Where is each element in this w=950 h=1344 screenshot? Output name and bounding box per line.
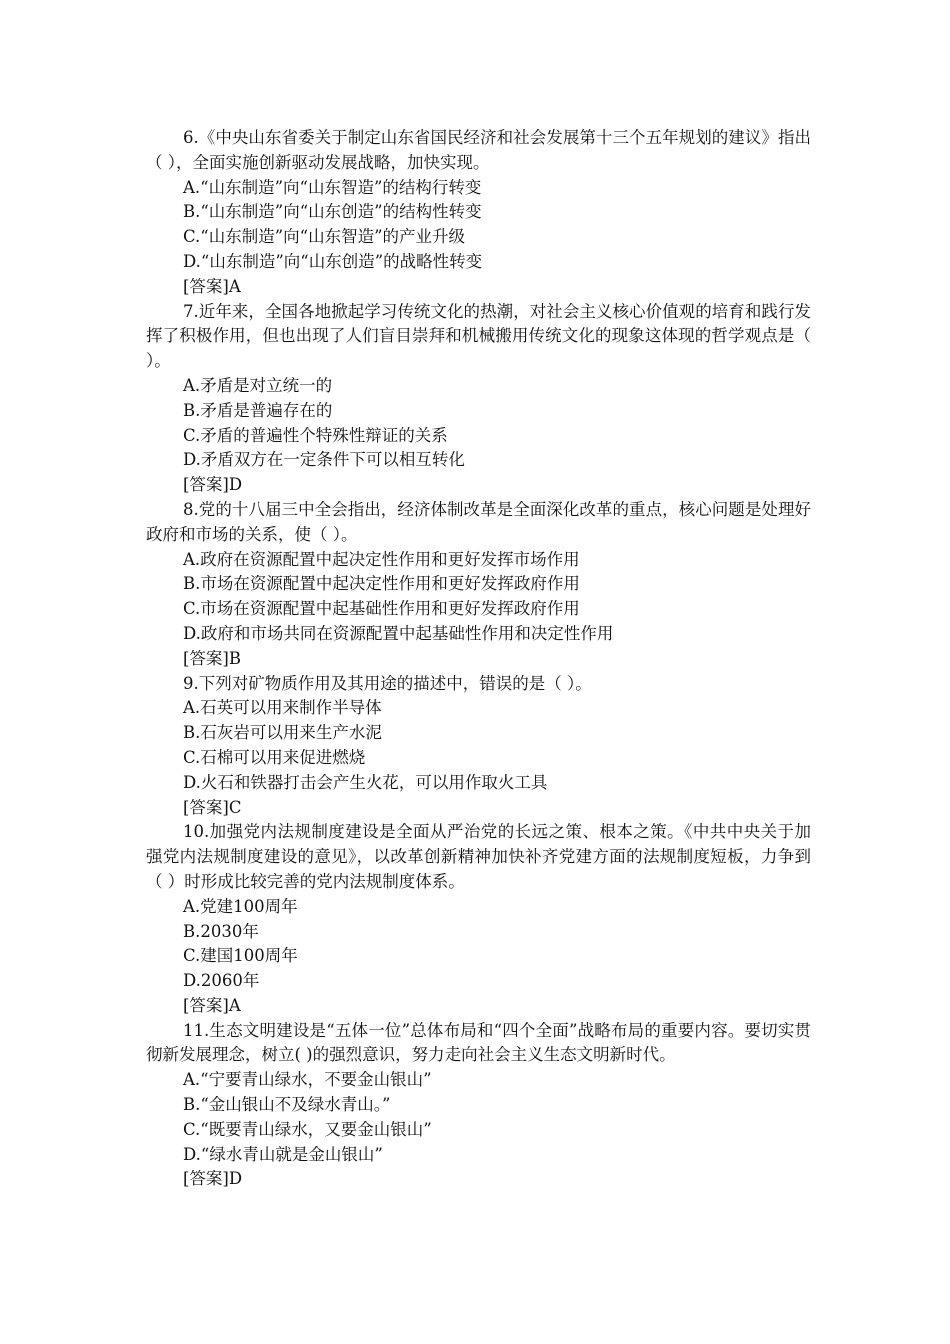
option-d: D.“绿水青山就是金山银山” [183, 1144, 383, 1164]
question-6 [146, 126, 811, 300]
option-b: B.市场在资源配置中起决定性作用和更好发挥政府作用 [183, 574, 580, 594]
question-stem: 11.生态文明建设是“五体一位”总体布局和“四个全面”战略布局的重要内容。要切实贯彻新发展理念，树立( )的强烈意识，努力走向社会主义生态文明新时代。 [146, 1020, 811, 1065]
option-b: B.“山东制造”向“山东创造”的结构性转变 [183, 202, 482, 222]
option-c: C.建国100周年 [183, 946, 298, 966]
option-b: B.石灰岩可以用来生产水泥 [183, 723, 382, 743]
option-d: D.政府和市场共同在资源配置中起基础性作用和决定性作用 [183, 623, 614, 643]
question-7 [146, 300, 811, 498]
option-a: A.矛盾是对立统一的 [183, 375, 333, 395]
option-c: C.“既要青山绿水，又要金山银山” [183, 1119, 432, 1139]
answer-line: [答案]D [183, 475, 243, 495]
question-stem: 10.加强党内法规制度建设是全面从严治党的长远之策、根本之策。《中共中央关于加强党内法规制度建设的意见》，以改革创新精神加快补齐党建方面的法规制度短板，力争到（ ）时形成比较完善的党内法规制度体系。 [146, 822, 811, 891]
document-page [146, 126, 811, 1192]
option-d: D.“山东制造”向“山东创造”的战略性转变 [183, 251, 483, 271]
option-d: D.2060年 [183, 971, 260, 991]
answer-line: [答案]B [183, 648, 241, 668]
option-c: C.市场在资源配置中起基础性作用和更好发挥政府作用 [183, 599, 580, 619]
option-a: A.“山东制造”向“山东智造”的结构行转变 [183, 177, 482, 197]
question-9 [146, 672, 811, 821]
answer-line: [答案]A [183, 276, 241, 296]
option-a: A.“宁要青山绿水，不要金山银山” [183, 1070, 432, 1090]
option-c: C.矛盾的普遍性个特殊性辩证的关系 [183, 425, 448, 445]
option-b: B.2030年 [183, 921, 259, 941]
option-b: B.矛盾是普遍存在的 [183, 400, 333, 420]
question-stem: 6.《中央山东省委关于制定山东省国民经济和社会发展第十三个五年规划的建议》指出（ ），全面实施创新驱动发展战略，加快实现。 [146, 128, 811, 172]
answer-line: [答案]C [183, 797, 242, 817]
option-d: D.矛盾双方在一定条件下可以相互转化 [183, 450, 465, 470]
question-8 [146, 498, 811, 672]
question-10 [146, 820, 811, 1018]
option-c: C.石棉可以用来促进燃烧 [183, 747, 366, 767]
answer-line: [答案]D [183, 1169, 243, 1189]
option-b: B.“金山银山不及绿水青山。” [183, 1095, 391, 1115]
question-11 [146, 1019, 811, 1193]
option-a: A.石英可以用来制作半导体 [183, 698, 382, 718]
question-stem: 7.近年来，全国各地掀起学习传统文化的热潮，对社会主义核心价值观的培育和践行发挥了积极作用，但也出现了人们盲目崇拜和机械搬用传统文化的现象这体现的哲学观点是（ ）。 [146, 301, 811, 371]
question-stem: 9.下列对矿物质作用及其用途的描述中，错误的是（ ）。 [183, 673, 592, 693]
option-a: A.政府在资源配置中起决定性作用和更好发挥市场作用 [183, 549, 580, 569]
option-c: C.“山东制造”向“山东智造”的产业升级 [183, 227, 466, 247]
answer-line: [答案]A [183, 995, 241, 1015]
option-d: D.火石和铁器打击会产生火花，可以用作取火工具 [183, 772, 548, 792]
option-a: A.党建100周年 [183, 896, 298, 916]
question-stem: 8.党的十八届三中全会指出，经济体制改革是全面深化改革的重点，核心问题是处理好政府和市场的关系，使（ ）。 [146, 499, 811, 544]
